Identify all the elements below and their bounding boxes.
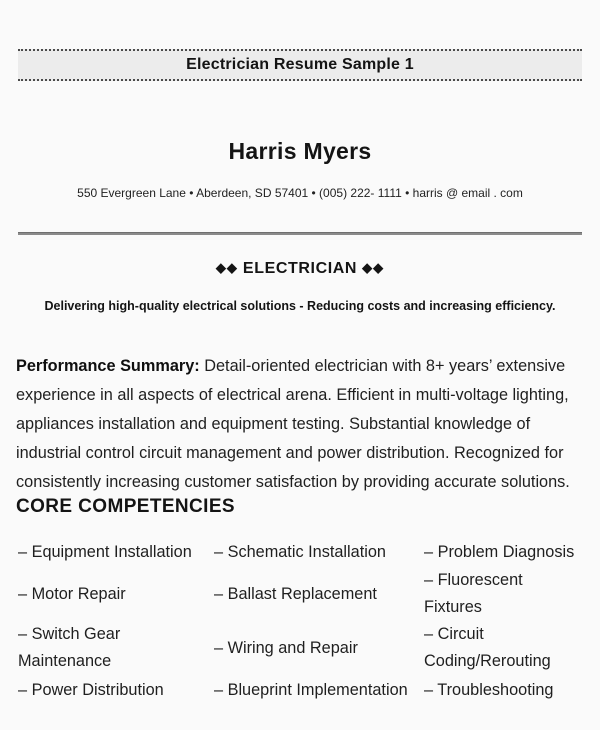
core-competencies-grid	[14, 537, 586, 705]
competency-item: – Schematic Installation	[214, 542, 386, 561]
job-title	[0, 260, 600, 278]
competency-item: – Troubleshooting	[424, 680, 554, 699]
competency-item: – Fluorescent Fixtures	[424, 571, 523, 616]
competency-item: – Problem Diagnosis	[424, 542, 575, 561]
competency-item: – Ballast Replacement	[214, 584, 377, 603]
tagline: Delivering high-quality electrical solutions - Reducing costs and increasing efficiency.	[44, 299, 556, 313]
competency-row	[14, 537, 586, 567]
competency-item: – Blueprint Implementation	[214, 680, 408, 699]
competency-row	[14, 621, 586, 675]
competency-item: – Wiring and Repair	[214, 638, 358, 657]
job-title-text: ELECTRICIAN	[242, 260, 358, 277]
competency-row	[14, 567, 586, 621]
competency-row	[14, 675, 586, 705]
header-divider	[18, 232, 582, 235]
performance-summary	[16, 352, 572, 497]
diamond-ornament-right-icon: ◆◆	[362, 260, 385, 275]
banner-title-text: Electrician Resume Sample 1	[186, 56, 414, 73]
contact-line: 550 Evergreen Lane • Aberdeen, SD 57401 • (005) 222- 1111 • harris @ email . com	[77, 186, 523, 200]
diamond-ornament-left-icon: ◆◆	[215, 260, 238, 275]
competency-item: – Motor Repair	[18, 584, 126, 603]
competency-item: – Power Distribution	[18, 680, 164, 699]
core-competencies-heading: CORE COMPETENCIES	[16, 496, 235, 517]
performance-summary-label: Performance Summary:	[16, 357, 200, 376]
performance-summary-body: Detail-oriented electrician with 8+ years’ extensive experience in all aspects of electrical arena. Efficient in multi-voltage lighting, appliances installation and equipment testing. Substantial knowledge of industrial control circuit management and power distribution. Recognized for consistently increasing customer satisfaction by providing accurate solutions.	[16, 357, 570, 492]
competency-item: – Equipment Installation	[18, 542, 192, 561]
banner-title-bar	[18, 49, 582, 81]
competency-item: – Switch Gear Maintenance	[18, 625, 121, 670]
candidate-name: Harris Myers	[228, 138, 372, 164]
competency-item: – Circuit Coding/Rerouting	[424, 625, 551, 670]
